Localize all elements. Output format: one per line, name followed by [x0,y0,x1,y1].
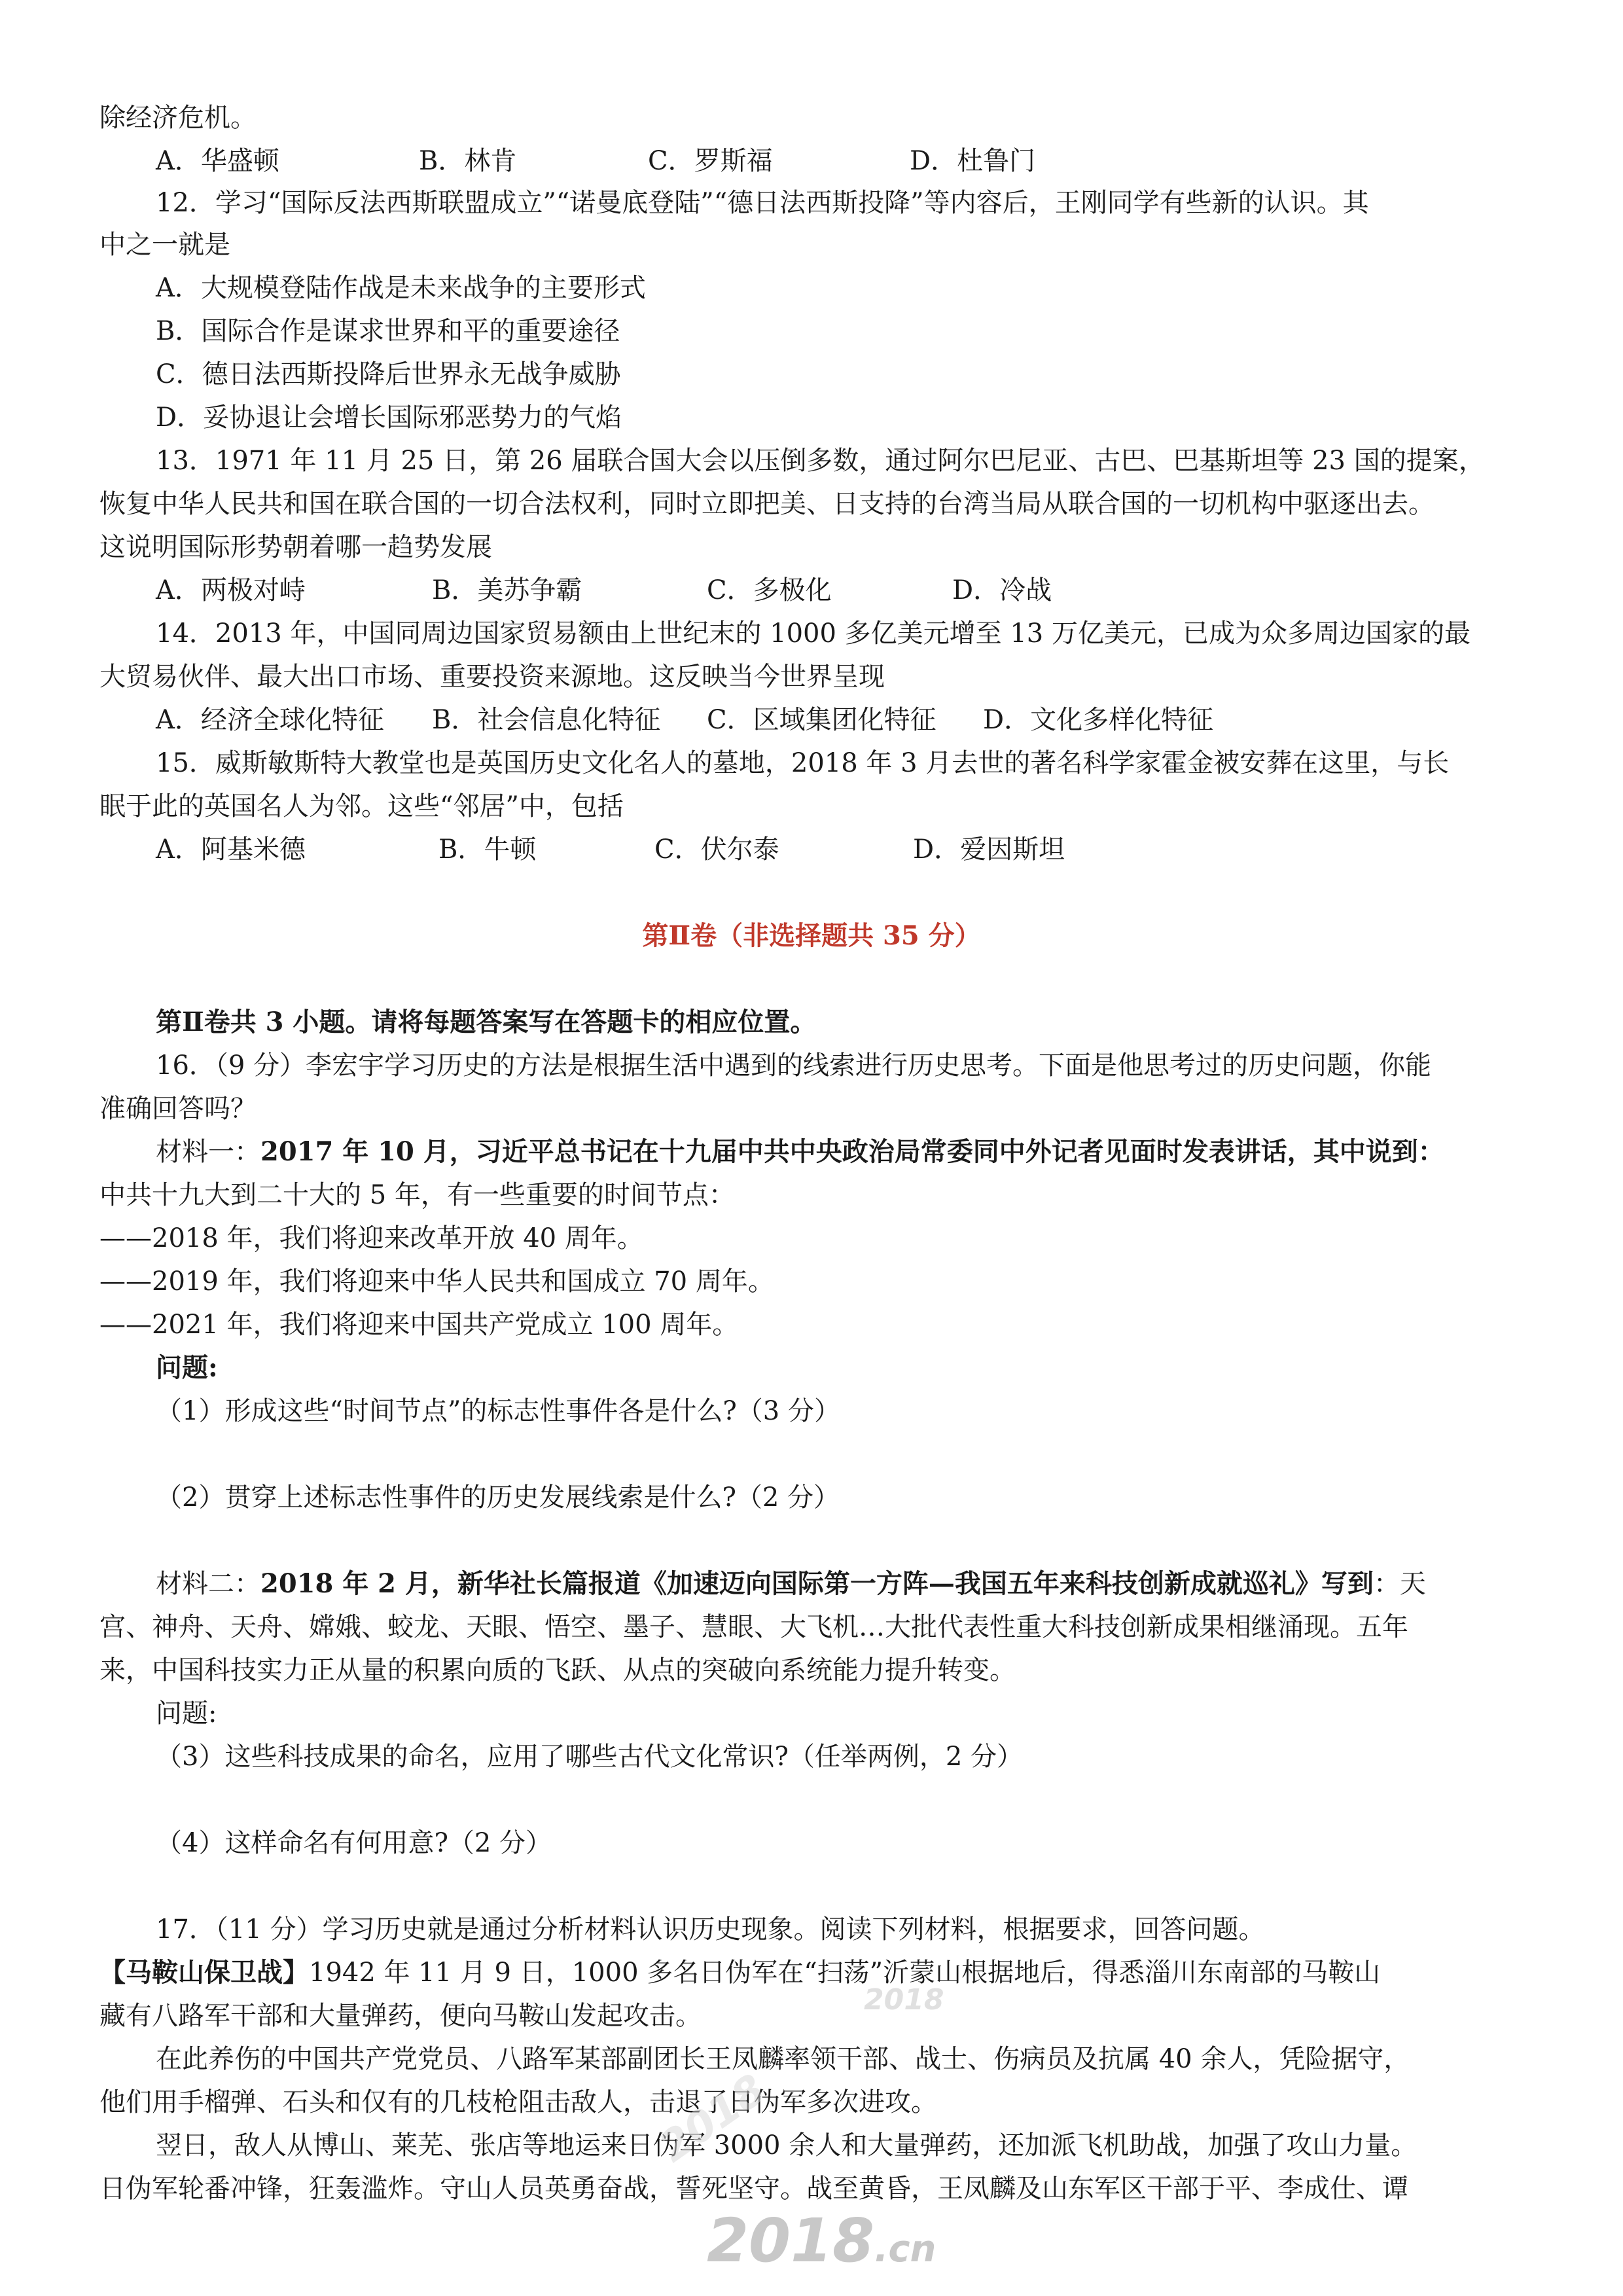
option-c: C．罗斯福 [648,146,773,176]
material-text: 翌日，敌人从博山、莱芜、张店等地运来日伪军 3000 余人和大量弹药，还加派飞机助战，加强了攻山力量。 [156,2130,1418,2161]
option-d: D．文化多样化特征 [983,705,1214,735]
material-label: 材料二： [156,1569,260,1599]
option-a: A．大规模登陆作战是未来战争的主要形式 [156,273,646,303]
material-text: 中共十九大到二十大的 5 年，有一些重要的时间节点： [99,1180,735,1210]
question-17-text [99,1954,1380,1991]
material-text: ——2021 年，我们将迎来中国共产党成立 100 周年。 [99,1310,739,1340]
option-b: B．国际合作是谋求世界和平的重要途径 [156,316,620,346]
section-title: 第Ⅱ卷（非选择题共 35 分） [642,920,981,951]
option-b: B．牛顿 [438,834,537,865]
section-instructions: 第Ⅱ卷共 3 小题。请将每题答案写在答题卡的相应位置。 [156,1007,817,1037]
material-text: 藏有八路军干部和大量弹药，便向马鞍山发起攻击。 [99,2001,702,2031]
material-text: 宫、神舟、天舟、嫦娥、蛟龙、天眼、悟空、墨子、慧眼、大飞机…大批代表性重大科技创新成果相继涌现。五年 [99,1612,1408,1642]
question-16-text: 准确回答吗？ [99,1094,257,1124]
text-line: 除经济危机。 [99,103,257,133]
option-d: D．妥协退让会增长国际邪恶势力的气焰 [156,403,622,433]
option-c: C．伏尔泰 [654,834,779,865]
material-text: 日伪军轮番冲锋，狂轰滥炸。守山人员英勇奋战，誓死坚守。战至黄昏，王凤麟及山东军区干部于平、李成仕、谭 [99,2174,1408,2204]
option-a: A．经济全球化特征 [156,705,384,735]
material-one [156,1134,1444,1170]
option-b: B．美苏争霸 [432,575,582,605]
material-title: 【马鞍山保卫战】 [99,1957,309,1988]
watermark-logo-text: 2018 [707,2206,875,2276]
option-b: B．林肯 [419,146,517,176]
question-13-text: 这说明国际形势朝着哪一趋势发展 [99,532,492,562]
sub-question-1: （1）形成这些“时间节点”的标志性事件各是什么?（3 分） [156,1396,840,1426]
material-text: ——2019 年，我们将迎来中华人民共和国成立 70 周年。 [99,1266,774,1297]
question-label: 问题: [156,1698,217,1729]
material-text: 他们用手榴弹、石头和仅有的几枝枪阻击敌人，击退了日伪军多次进攻。 [99,2087,937,2117]
option-a: A．华盛顿 [156,146,279,176]
question-15-text: 15．威斯敏斯特大教堂也是英国历史文化名人的墓地，2018 年 3 月去世的著名科学家霍金被安葬在这里，与长 [156,748,1450,778]
question-label: 问题: [156,1352,218,1383]
option-d: D．冷战 [952,575,1052,605]
question-14-text: 大贸易伙伴、最大出口市场、重要投资来源地。这反映当今世界呈现 [99,662,885,692]
material-label: 材料一： [156,1137,260,1167]
sub-question-4: （4）这样命名有何用意?（2 分） [156,1828,552,1858]
option-c: C．德日法西斯投降后世界永无战争威胁 [156,359,621,389]
question-17-text: 17．（11 分）学习历史就是通过分析材料认识历史现象。阅读下列材料，根据要求，回答问题。 [156,1914,1265,1945]
material-text: 来，中国科技实力正从量的积累向质的飞跃、从点的突破向系统能力提升转变。 [99,1655,1016,1685]
sub-question-3: （3）这些科技成果的命名，应用了哪些古代文化常识?（任举两例，2 分） [156,1742,1024,1772]
question-13-text: 13．1971 年 11 月 25 日，第 26 届联合国大会以压倒多数，通过阿尔巴尼亚、古巴、巴基斯坦等 23 国的提案， [156,446,1485,476]
option-d: D．爱因斯坦 [913,834,1065,865]
option-a: A．阿基米德 [156,834,306,865]
material-text: 1942 年 11 月 9 日，1000 多名日伪军在“扫荡”沂蒙山根据地后，得悉淄川东南部的马鞍山 [309,1958,1381,1988]
material-text: ——2018 年，我们将迎来改革开放 40 周年。 [99,1223,643,1253]
option-b: B．社会信息化特征 [432,705,661,735]
option-c: C．区域集团化特征 [707,705,936,735]
material-text: 2018 年 2 月，新华社长篇报道《加速迈向国际第一方阵—我国五年来科技创新成就巡礼》写到 [260,1568,1374,1599]
question-14-text: 14．2013 年，中国同周边国家贸易额由上世纪末的 1000 多亿美元增至 13 万亿美元，已成为众多周边国家的最 [156,619,1471,649]
material-text: 在此养伤的中国共产党党员、八路军某部副团长王凤麟率领干部、战士、伤病员及抗属 40 余人，凭险据守， [156,2044,1410,2074]
question-12-text: 12．学习“国际反法西斯联盟成立”“诺曼底登陆”“德日法西斯投降”等内容后，王刚同学有些新的认识。其 [156,188,1369,218]
question-15-text: 眠于此的英国名人为邻。这些“邻居”中，包括 [99,791,624,821]
material-text: ：天 [1373,1569,1426,1599]
option-c: C．多极化 [707,575,832,605]
material-two [156,1566,1426,1602]
option-d: D．杜鲁门 [910,146,1036,176]
question-12-text: 中之一就是 [99,230,230,260]
option-a: A．两极对峙 [156,575,306,605]
question-16-text: 16．（9 分）李宏宇学习历史的方法是根据生活中遇到的线索进行历史思考。下面是他思考过的历史问题，你能 [156,1050,1432,1081]
watermark-logo: 2018 [864,1983,944,2017]
material-text: 2017 年 10 月，习近平总书记在十九届中共中央政治局常委同中外记者见面时发表讲话，其中说到： [260,1136,1444,1167]
watermark-logo: 2018 [651,2065,775,2172]
watermark-logo-suffix: .cn [874,2228,936,2270]
watermark-logo [707,2206,936,2276]
sub-question-2: （2）贯穿上述标志性事件的历史发展线索是什么?（2 分） [156,1482,840,1513]
question-13-text: 恢复中华人民共和国在联合国的一切合法权利，同时立即把美、日支持的台湾当局从联合国的一切机构中驱逐出去。 [99,489,1435,519]
